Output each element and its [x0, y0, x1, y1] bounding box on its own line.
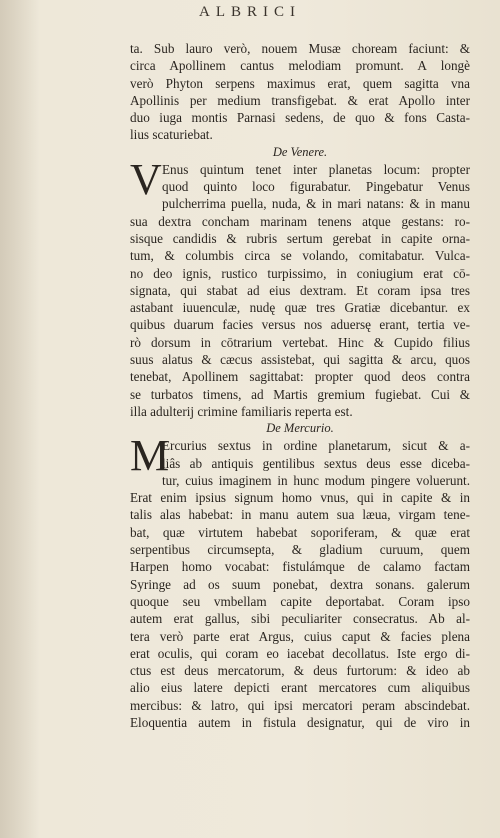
- text-line: Harpen homo vocabat: fistulámque de calamo factam: [130, 559, 470, 575]
- text-line: no deo ignis, rustico turpissimo, in coniugium erat cō-: [130, 265, 470, 281]
- text-line: Enus quintum tenet inter planetas locum: propter: [162, 161, 470, 177]
- text-line: ta. Sub lauro verò, nouem Musæ choream faciunt: &: [130, 41, 470, 56]
- text-line: sisque candidis & rubris sertum gerebat in capite orna-: [130, 230, 470, 246]
- text-line: tur, cuius imaginem in hunc modum pingere voluerunt.: [162, 472, 470, 488]
- text-line: Apollinis per medium transfigebat. & erat Apollo inter: [130, 92, 470, 108]
- text-line: signata, qui stabat ad eius dextram. Et coram ipsa tres: [130, 282, 470, 298]
- text-line: talis alas habebat: in manu autem sua læua, virgam tene-: [130, 507, 470, 523]
- text-line: ctus est deus mercatorum, & deus furtorum: & ideo ab: [130, 663, 470, 679]
- text-line: tera verò parte erat Argus, cuius caput & facies plena: [130, 628, 470, 644]
- text-line: Eloquentia autem in fistula designatur, qui de viro in: [130, 714, 470, 730]
- drop-cap: M: [130, 431, 170, 481]
- paragraph-continuation: [130, 40, 470, 144]
- page-gutter-shadow: [0, 0, 40, 838]
- text-line: quibus duarum facies versus nos aduersę erant, tertia ve-: [130, 317, 470, 333]
- text-line: Erat enim ipsius signum homo vnus, qui in capite & in: [130, 490, 470, 506]
- section-heading-venere: De Venere.: [272, 144, 328, 159]
- paragraph-venere: [130, 154, 470, 420]
- text-line: mercibus: & latro, qui ipsi mercatori peram abscindebat.: [130, 697, 470, 713]
- text-line: Ercurius sextus in ordine planetarum, sicut & a-: [162, 438, 470, 454]
- text-line: bat, quæ virtutem habebat soporiferam, & quæ erat: [130, 524, 470, 540]
- text-line: sua dextra concham marinam tenens atque gestans: ro-: [130, 213, 470, 229]
- text-line: autem erat gallus, sibi peculiariter consecratus. Ab al-: [130, 611, 470, 627]
- text-line: liâs ab antiquis gentilibus sextus deus esse diceba-: [162, 455, 470, 471]
- text-line: astabant iuuenculæ, nudę quæ tres Gratiæ dicebantur. ex: [130, 300, 470, 316]
- text-line: verò Phyton serpens maximus erat, quem sagitta vna: [130, 75, 470, 91]
- text-line: tenebat, Apollinem sagittabat: propter quod deos contra: [130, 369, 470, 385]
- running-head: ALBRICI: [199, 4, 301, 20]
- section-heading-mercurio: De Mercurio.: [266, 421, 334, 436]
- paragraph-mercurio: [130, 431, 470, 731]
- text-line: tum, & columbis circa se volando, comitabatur. Vulca-: [130, 248, 470, 264]
- text-line: alio eius latere depicti erant mercatores cum aliquibus: [130, 680, 470, 696]
- text-line: illa adulterij crimine familiaris reperta est.: [130, 403, 353, 419]
- text-line: lius scaturiebat.: [130, 127, 213, 143]
- text-line: circa Apollinem cantus melodiam promunt. A longè: [130, 58, 470, 74]
- drop-cap: V: [130, 154, 162, 204]
- text-line: se turbatos timens, ad Martis gremium fugiebat. Cui &: [130, 386, 470, 402]
- text-line: suus alatus & cæcus assistebat, qui sagitta & arcu, quos: [130, 352, 470, 368]
- text-line: quod quinto loco figurabatur. Pingebatur Venus: [162, 179, 470, 195]
- text-line: erat oculis, qui coram eo iacebat decollatus. Iste ergo di-: [130, 645, 470, 661]
- text-line: quoque seu vmbellam capite deportabat. Coram ipso: [130, 593, 470, 609]
- text-line: duo iuga montis Parnasi sedens, de quo & fons Casta-: [130, 110, 470, 126]
- text-line: rò dorsum in cōtrarium vertebat. Hinc & Cupido filius: [130, 334, 470, 350]
- text-line: pulcherrima puella, nuda, & in mari natans: & in manu: [162, 196, 470, 212]
- text-block: [130, 40, 470, 731]
- text-line: serpentibus circumsepta, & gladium curuum, quem: [130, 542, 470, 558]
- text-line: Syringe ad os suum ponebat, dextra sonans. galerum: [130, 576, 470, 592]
